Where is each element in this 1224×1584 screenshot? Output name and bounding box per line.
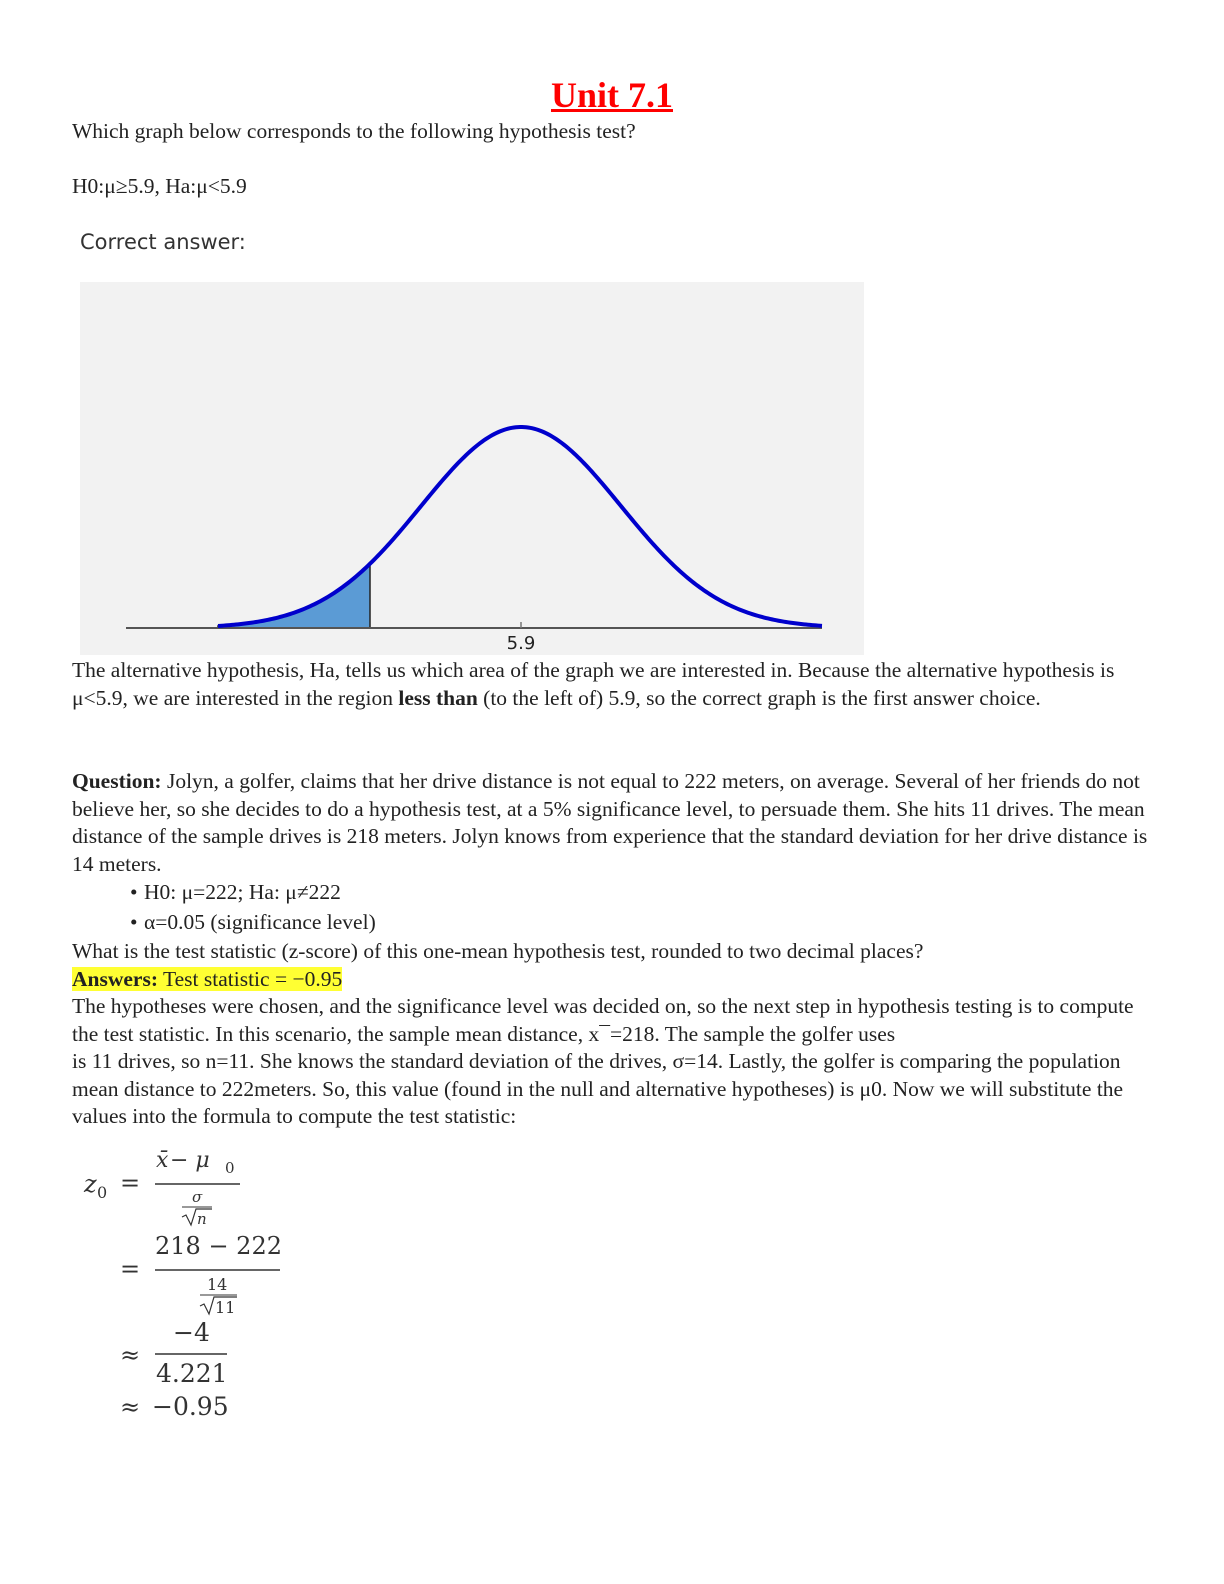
formula-svg <box>82 1147 382 1437</box>
answer-highlight <box>72 967 342 991</box>
formula-approx-1: ≈ <box>120 1340 141 1369</box>
document-page <box>72 72 1152 1437</box>
explanation-1-bold: less than <box>398 685 478 710</box>
formula-sigma: σ <box>192 1187 203 1206</box>
answer-label: Answers: <box>72 966 158 991</box>
bullet-text: H0: μ=222; Ha: μ≠222 <box>144 880 341 904</box>
bullet-text: α=0.05 (significance level) <box>144 909 376 934</box>
formula-num-rest: − μ <box>170 1147 210 1173</box>
step2-numerator: 218 − 222 <box>155 1231 282 1260</box>
hypothesis-bullets <box>72 878 1152 937</box>
formula-approx-2: ≈ <box>120 1392 141 1421</box>
answer-line <box>72 966 1152 994</box>
bullet-icon: • <box>130 909 138 934</box>
correct-answer-label: Correct answer: <box>80 230 246 254</box>
explanation-1-part2: (to the left of) 5.9, so the correct graph is the first answer choice. <box>477 685 1041 710</box>
step2-den-top: 14 <box>207 1274 228 1294</box>
step2-den-root: 11 <box>215 1297 236 1317</box>
answer-text: Test statistic = −0.95 <box>158 966 343 991</box>
bullet-item <box>130 878 1152 908</box>
graph-svg <box>80 282 864 655</box>
formula-lhs: z <box>84 1169 97 1198</box>
bullet-icon: • <box>130 880 138 904</box>
formula-result: −0.95 <box>152 1391 229 1421</box>
bullet-item <box>130 908 1152 938</box>
question-2 <box>72 768 1152 878</box>
x-axis-tick-label: 5.9 <box>506 633 536 654</box>
normal-distribution-graph <box>80 282 864 655</box>
left-tail-shaded-region <box>218 564 370 628</box>
question-2-label: Question: <box>72 769 162 793</box>
normal-curve <box>218 427 822 626</box>
z-score-formula <box>82 1147 382 1437</box>
question-2-text: Jolyn, a golfer, claims that her drive distance is not equal to 222 meters, on average. Several of her friends do not believe her, so she decides to do a hypothesis test, at a 5% significance level, to persuade them. She hits 11 drives. The mean distance of the sample drives is 218 meters. Jolyn knows from experience that the standard deviation for her drive distance is 14 meters. <box>72 769 1148 876</box>
explanation-2-line2: is 11 drives, so n=11. She knows the standard deviation of the drives, σ=14. Lastly, the golfer is comparing the population mean distance to 222meters. So, this value (found in the null and alternative hypotheses) is μ0. Now we will substitute the values into the formula to compute the test statistic: <box>72 1049 1124 1128</box>
step3-denominator: 4.221 <box>156 1358 228 1388</box>
hypotheses-1: H0:μ≥5.9, Ha:μ<5.9 <box>72 173 247 198</box>
formula-xbar: x̄ <box>156 1147 169 1173</box>
question-1-text: Which graph below corresponds to the following hypothesis test? <box>72 119 636 143</box>
formula-n: n <box>197 1209 207 1228</box>
formula-equals: = <box>120 1168 141 1197</box>
formula-mu-sub: 0 <box>225 1158 235 1177</box>
page-title: Unit 7.1 <box>550 75 673 115</box>
explanation-2-line1: The hypotheses were chosen, and the significance level was decided on, so the next step in hypothesis testing is to compute the test statistic. In this scenario, the sample mean distance, x¯=218. The sample the golfer uses <box>72 994 1134 1046</box>
explanation-1-part1: The alternative hypothesis, Ha, tells us which area of the graph we are interested in. Because the alternative hypothesis is μ<5.9, we are interested in the region <box>72 658 1115 710</box>
explanation-1 <box>72 657 1152 712</box>
step3-numerator: −4 <box>173 1317 210 1347</box>
question-2-prompt: What is the test statistic (z-score) of this one-mean hypothesis test, rounded to two decimal places? <box>72 939 924 963</box>
formula-lhs-sub: 0 <box>97 1182 108 1202</box>
formula-equals-2: = <box>120 1254 141 1283</box>
